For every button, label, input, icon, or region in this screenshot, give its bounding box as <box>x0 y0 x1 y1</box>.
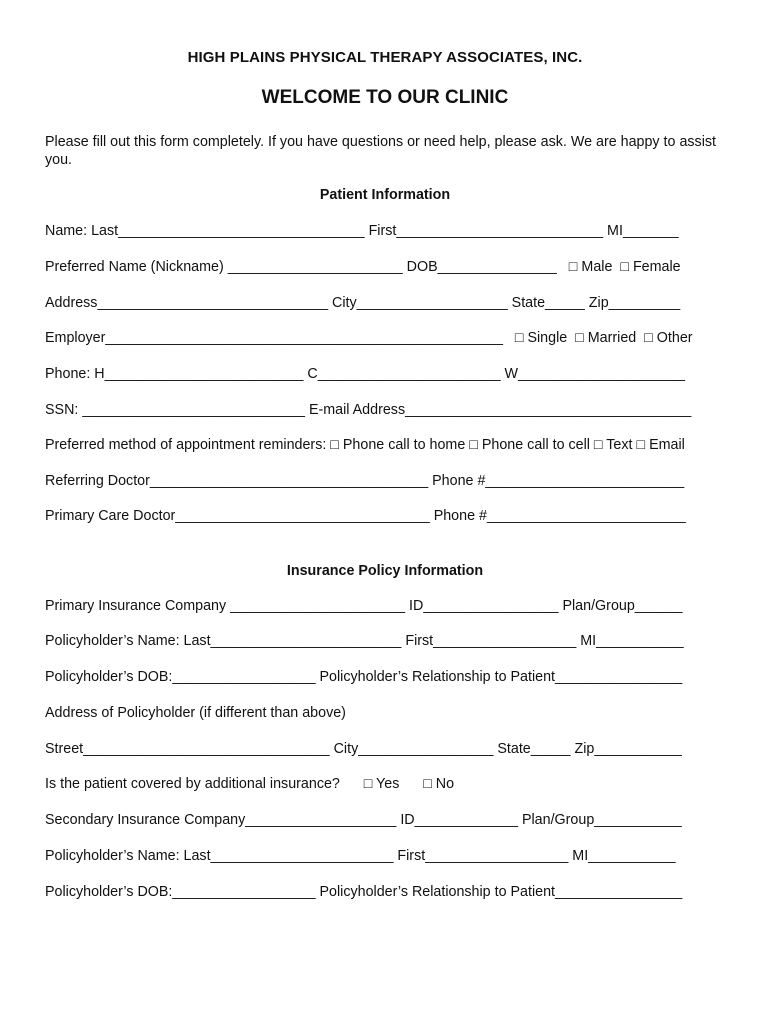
referring-doctor-row[interactable]: Referring Doctor___________________________________ Phone #_________________________ <box>45 473 685 489</box>
primary-insurance-row[interactable]: Primary Insurance Company ______________________ ID_________________ Plan/Group______ <box>45 598 683 614</box>
phone-row[interactable]: Phone: H_________________________ C_______________________ W_____________________ <box>45 366 686 382</box>
policyholder-address-label: Address of Policyholder (if different than above) <box>45 705 346 721</box>
insurance-info-heading: Insurance Policy Information <box>286 563 484 579</box>
name-row[interactable]: Name: Last_______________________________ First__________________________ MI_______ <box>45 223 679 239</box>
address-row[interactable]: Address_____________________________ City___________________ State_____ Zip_________ <box>45 295 681 311</box>
policyholder-dob-row[interactable]: Policyholder’s DOB:__________________ Policyholder’s Relationship to Patient________________ <box>45 669 683 685</box>
ssn-email-row[interactable]: SSN: ____________________________ E-mail Address____________________________________ <box>45 402 692 418</box>
form-title: WELCOME TO OUR CLINIC <box>261 87 509 108</box>
nickname-dob-gender-row[interactable]: Preferred Name (Nickname) ______________________ DOB_______________ □ Male □ Female <box>45 259 681 275</box>
secondary-policyholder-dob-row[interactable]: Policyholder’s DOB:__________________ Policyholder’s Relationship to Patient________________ <box>45 884 683 900</box>
patient-info-heading: Patient Information <box>319 187 451 203</box>
intro-paragraph: Please fill out this form completely. If you have questions or need help, please ask. We are happy to assist you. <box>45 134 716 168</box>
street-row[interactable]: Street_______________________________ City_________________ State_____ Zip___________ <box>45 741 682 757</box>
secondary-insurance-row[interactable]: Secondary Insurance Company___________________ ID_____________ Plan/Group___________ <box>45 812 682 828</box>
secondary-policyholder-name-row[interactable]: Policyholder’s Name: Last_______________________ First__________________ MI___________ <box>45 848 676 864</box>
policyholder-name-row[interactable]: Policyholder’s Name: Last________________________ First__________________ MI___________ <box>45 633 684 649</box>
employer-marital-row[interactable]: Employer__________________________________________________ □ Single □ Married □ Other <box>45 330 693 346</box>
primary-care-doctor-row[interactable]: Primary Care Doctor________________________________ Phone #_________________________ <box>45 508 686 524</box>
company-name: HIGH PLAINS PHYSICAL THERAPY ASSOCIATES, INC. <box>187 49 583 66</box>
additional-insurance-row[interactable]: Is the patient covered by additional insurance? □ Yes □ No <box>45 776 455 792</box>
reminder-method-row[interactable]: Preferred method of appointment reminders: □ Phone call to home □ Phone call to cell □ Text □ Email <box>45 437 685 453</box>
